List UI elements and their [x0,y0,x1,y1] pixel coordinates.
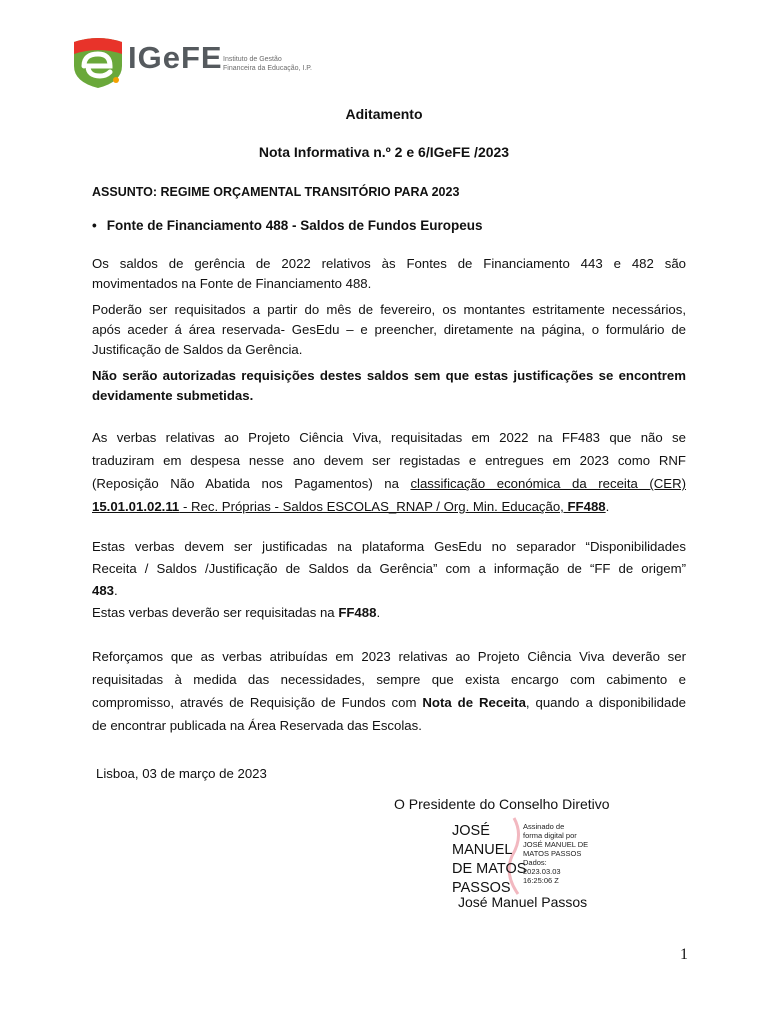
paragraph-6 [92,645,686,737]
ff-code: FF488 [338,605,377,620]
signature-name-line: MANUEL [452,842,513,858]
logo-subtitle [223,55,343,73]
text-span: , quando a disponibilidade [525,695,686,710]
text-line: Estas verbas devem ser justificadas na plataforma GesEdu no separador “Disponibilidades [92,539,686,554]
cer-classification: classificação económica da receita (CER) [410,476,686,491]
sig-meta-line: 16:25:06 Z [523,876,559,885]
signature-name-line: PASSOS [452,880,511,896]
subject-line: ASSUNTO: REGIME ORÇAMENTAL TRANSITÓRIO PARA 2023 [92,185,460,199]
sig-meta-line: MATOS PASSOS [523,849,582,858]
sig-meta-line: JOSÉ MANUEL DE [523,840,589,849]
text-line: movimentados na Fonte de Financiamento 488. [92,276,372,291]
text-line: Os saldos de gerência de 2022 relativos às Fontes de Financiamento 443 e 482 são [92,256,686,271]
paragraph-4 [92,426,686,518]
text-line [92,602,686,624]
signatory-printed-name: José Manuel Passos [458,894,588,910]
nota-receita: Nota de Receita [422,695,526,710]
signature-name-line: JOSÉ [452,823,490,839]
signature-name-line: DE MATOS [452,861,527,877]
logo-wordmark: IGeFE [128,40,223,75]
text-line: após aceder á área reservada- GesEdu – e preencher, diretamente na página, o formulário de [92,322,686,337]
text-line: devidamente submetidas. [92,388,254,403]
signature-name [452,822,526,898]
document-title: Aditamento [345,106,423,122]
text-span: . [114,583,118,598]
text-span: compromisso, através de Requisição de Fundos com [92,695,423,710]
paragraph-5 [92,536,686,624]
text-span: . [605,499,610,514]
sig-meta-line: 2023.03.03 [523,867,561,876]
sig-meta-line: Assinado de [523,822,565,831]
place-date: Lisboa, 03 de março de 2023 [96,766,267,781]
text-line: Reforçamos que as verbas atribuídas em 2023 relativas ao Projeto Ciência Viva deverão ser [92,649,686,664]
bullet-item [92,218,483,233]
text-line: Poderão ser requisitados a partir do mês de fevereiro, os montantes estritamente necessários, [92,302,686,317]
ff-origin: 483 [92,583,115,598]
bullet-dot-icon: • [92,218,97,233]
document-subtitle: Nota Informativa n.º 2 e 6/IGeFE /2023 [258,144,510,160]
text-span: (Reposição Não Abatida nos Pagamentos) na [92,476,411,491]
cer-description: - Rec. Próprias - Saldos ESCOLAS_RNAP / Org. Min. Educação, [179,499,568,514]
paragraph-1 [92,254,686,294]
text-line [92,472,686,495]
text-span: . [376,605,381,620]
ff-code: FF488 [567,499,606,514]
cer-code: 15.01.01.02.11 [92,499,180,514]
sig-meta-line: Dados: [523,858,547,867]
text-line: traduziram em despesa nesse ano devem ser registadas e entregues em 2023 como RNF [92,453,686,468]
logo-subtitle-line: Financeira da Educação, I.P. [223,65,312,72]
text-line [92,691,686,714]
text-line [92,495,686,518]
logo-subtitle-line: Instituto de Gestão [223,56,282,63]
text-line: requisitadas à medida das necessidades, sempre que exista encargo com cabimento e [92,672,686,687]
paragraph-3 [92,366,686,406]
bullet-text: Fonte de Financiamento 488 - Saldos de Fundos Europeus [106,218,483,233]
signatory-role: O Presidente do Conselho Diretivo [394,796,610,812]
digital-signature-meta [523,822,613,885]
text-line [92,580,686,602]
paragraph-2 [92,300,686,360]
text-line: Justificação de Saldos da Gerência. [92,342,303,357]
text-line: de encontrar publicada na Área Reservada das Escolas. [92,718,422,733]
text-span: Estas verbas deverão ser requisitadas na [92,605,339,620]
text-line: Não serão autorizadas requisições destes saldos sem que estas justificações se encontrem [92,368,686,383]
text-line: As verbas relativas ao Projeto Ciência Viva, requisitadas em 2022 na FF483 que não se [92,430,686,445]
page-number: 1 [680,946,688,963]
text-line: Receita / Saldos /Justificação de Saldos da Gerência” com a informação de “FF de origem” [92,561,686,576]
sig-meta-line: forma digital por [523,831,577,840]
